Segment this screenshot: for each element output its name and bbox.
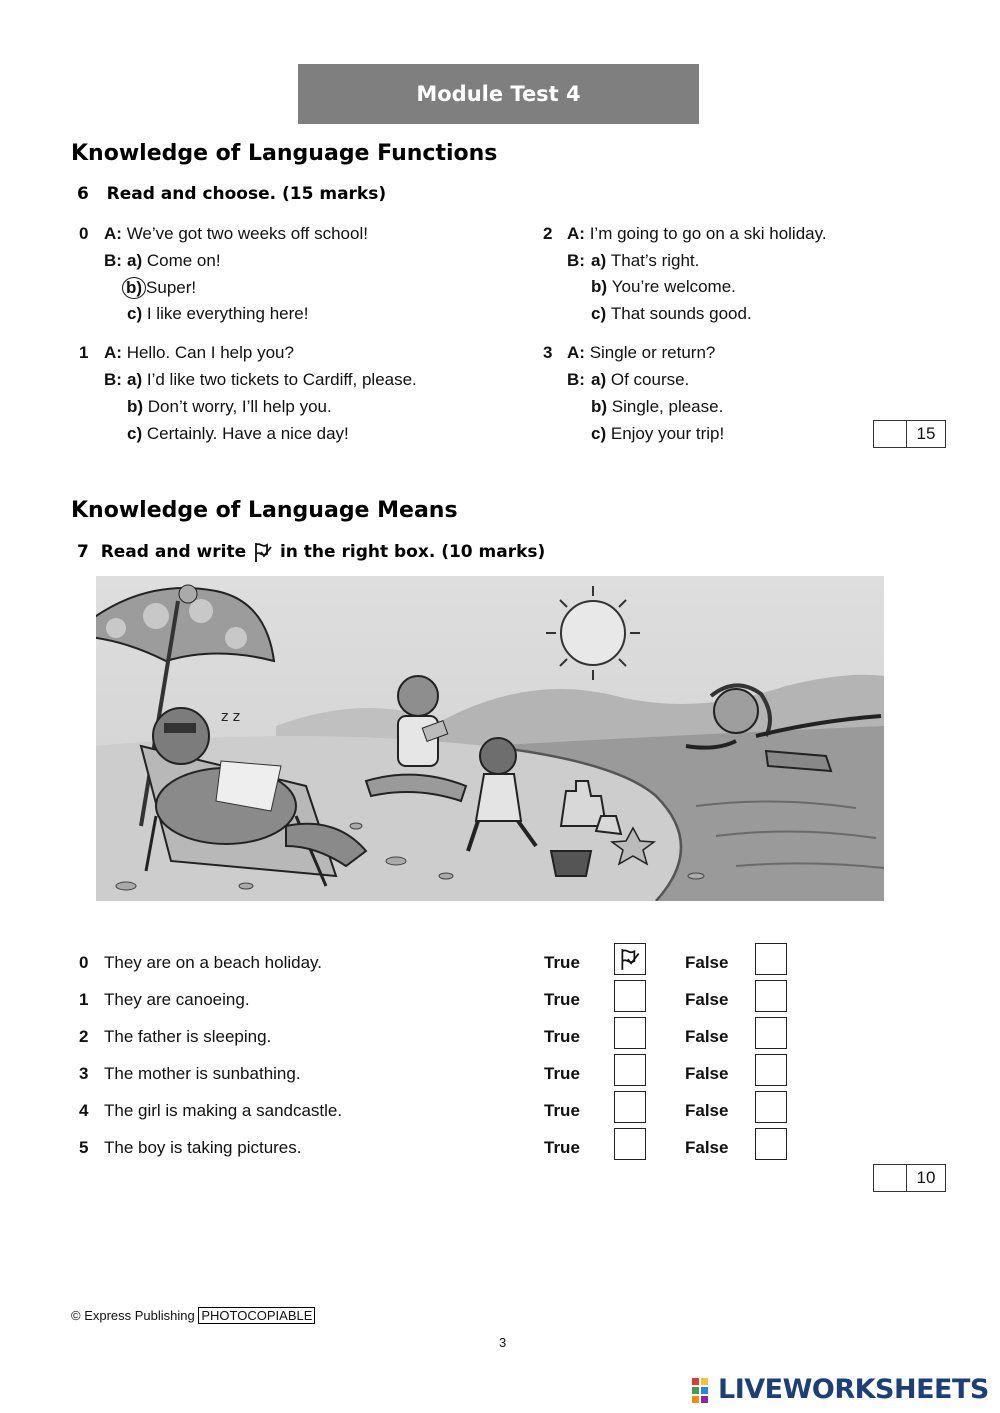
task-6-instruction <box>77 184 386 204</box>
true-checkbox[interactable] <box>614 1017 646 1049</box>
speaker-a-label: A: <box>567 224 585 243</box>
copyright-text: © Express Publishing <box>71 1308 195 1323</box>
statement-text: They are on a beach holiday. <box>104 953 322 972</box>
speaker-b-label: B: <box>567 251 585 270</box>
true-label: True <box>544 1101 580 1120</box>
task-text-before: Read and write <box>100 542 247 562</box>
statement-text: The girl is making a sandcastle. <box>104 1101 343 1120</box>
false-label: False <box>685 1064 729 1083</box>
false-checkbox[interactable] <box>755 980 787 1012</box>
false-checkbox[interactable] <box>755 1017 787 1049</box>
true-checkbox[interactable] <box>614 1054 646 1086</box>
false-label: False <box>685 1138 729 1157</box>
task-number: 6 <box>77 184 89 204</box>
footer-copyright <box>71 1308 315 1323</box>
module-title: Module Test 4 <box>298 64 699 124</box>
logo-text: LIVEWORKSHEETS <box>718 1374 989 1405</box>
false-label: False <box>685 1101 729 1120</box>
option-a[interactable]: a) That’s right. <box>591 251 700 270</box>
question-number: 1 <box>79 343 89 362</box>
option-b[interactable]: b) Don’t worry, I’ll help you. <box>127 397 332 416</box>
option-a[interactable]: a) I’d like two tickets to Cardiff, please. <box>127 370 417 389</box>
statement-text: The mother is sunbathing. <box>104 1064 301 1083</box>
speaker-b-label: B: <box>104 370 122 389</box>
option-b-selected[interactable]: b) Super! <box>127 277 196 299</box>
task-number: 7 <box>77 542 89 562</box>
score-input-cell[interactable] <box>874 1165 907 1191</box>
task-text: Read and choose. (15 marks) <box>106 184 387 204</box>
false-label: False <box>685 1027 729 1046</box>
statement-number: 1 <box>79 990 89 1009</box>
liveworksheets-logo-icon <box>692 1376 718 1404</box>
speaker-a-label: A: <box>567 343 585 362</box>
option-b[interactable]: b) You’re welcome. <box>591 277 736 296</box>
speaker-a-text: We’ve got two weeks off school! <box>126 224 368 243</box>
false-checkbox[interactable] <box>755 1091 787 1123</box>
option-c[interactable]: c) Enjoy your trip! <box>591 424 725 443</box>
speaker-a-text: Single or return? <box>589 343 716 362</box>
statement-number: 3 <box>79 1064 89 1083</box>
statement-text: The boy is taking pictures. <box>104 1138 302 1157</box>
option-c[interactable]: c) That sounds good. <box>591 304 752 323</box>
true-label: True <box>544 990 580 1009</box>
task-7-instruction <box>77 541 545 563</box>
score-total: 15 <box>916 424 936 443</box>
true-label: True <box>544 1064 580 1083</box>
true-label: True <box>544 1027 580 1046</box>
speaker-b-label: B: <box>567 370 585 389</box>
score-box-section1 <box>873 420 946 448</box>
question-number: 2 <box>543 224 553 243</box>
option-a[interactable]: a) Of course. <box>591 370 690 389</box>
speaker-b-label: B: <box>104 251 122 270</box>
true-label: True <box>544 953 580 972</box>
liveworksheets-logo[interactable] <box>692 1374 989 1405</box>
svg-text:z z: z z <box>221 709 241 725</box>
true-checkbox[interactable] <box>614 943 646 975</box>
statement-number: 2 <box>79 1027 89 1046</box>
score-box-section2 <box>873 1164 946 1192</box>
beach-scene-illustration <box>96 576 884 901</box>
question-number: 3 <box>543 343 553 362</box>
false-checkbox[interactable] <box>755 1128 787 1160</box>
option-b[interactable]: b) Single, please. <box>591 397 724 416</box>
page-number: 3 <box>499 1335 507 1350</box>
flag-tick-icon <box>618 947 642 971</box>
statement-number: 4 <box>79 1101 89 1120</box>
score-input-cell[interactable] <box>874 421 907 447</box>
speaker-a-text: I’m going to go on a ski holiday. <box>589 224 827 243</box>
false-label: False <box>685 953 729 972</box>
true-checkbox[interactable] <box>614 1091 646 1123</box>
true-checkbox[interactable] <box>614 980 646 1012</box>
task-text-after: in the right box. (10 marks) <box>279 542 546 562</box>
speaker-a-label: A: <box>104 224 122 243</box>
false-label: False <box>685 990 729 1009</box>
false-checkbox[interactable] <box>755 1054 787 1086</box>
option-a[interactable]: a) Come on! <box>127 251 221 270</box>
true-label: True <box>544 1138 580 1157</box>
option-c[interactable]: c) Certainly. Have a nice day! <box>127 424 349 443</box>
statement-number: 0 <box>79 953 89 972</box>
section-heading-means: Knowledge of Language Means <box>71 498 458 523</box>
option-c[interactable]: c) I like everything here! <box>127 304 309 323</box>
selected-answer-circle: b) <box>122 277 146 299</box>
speaker-a-text: Hello. Can I help you? <box>126 343 294 362</box>
flag-tick-icon <box>252 541 274 563</box>
photocopiable-badge: PHOTOCOPIABLE <box>198 1307 315 1324</box>
statement-text: The father is sleeping. <box>104 1027 272 1046</box>
section-heading-functions: Knowledge of Language Functions <box>71 141 498 166</box>
question-number: 0 <box>79 224 89 243</box>
score-total: 10 <box>916 1168 936 1187</box>
statement-text: They are canoeing. <box>104 990 250 1009</box>
sun-icon <box>546 586 640 680</box>
false-checkbox[interactable] <box>755 943 787 975</box>
speaker-a-label: A: <box>104 343 122 362</box>
true-checkbox[interactable] <box>614 1128 646 1160</box>
statement-number: 5 <box>79 1138 89 1157</box>
